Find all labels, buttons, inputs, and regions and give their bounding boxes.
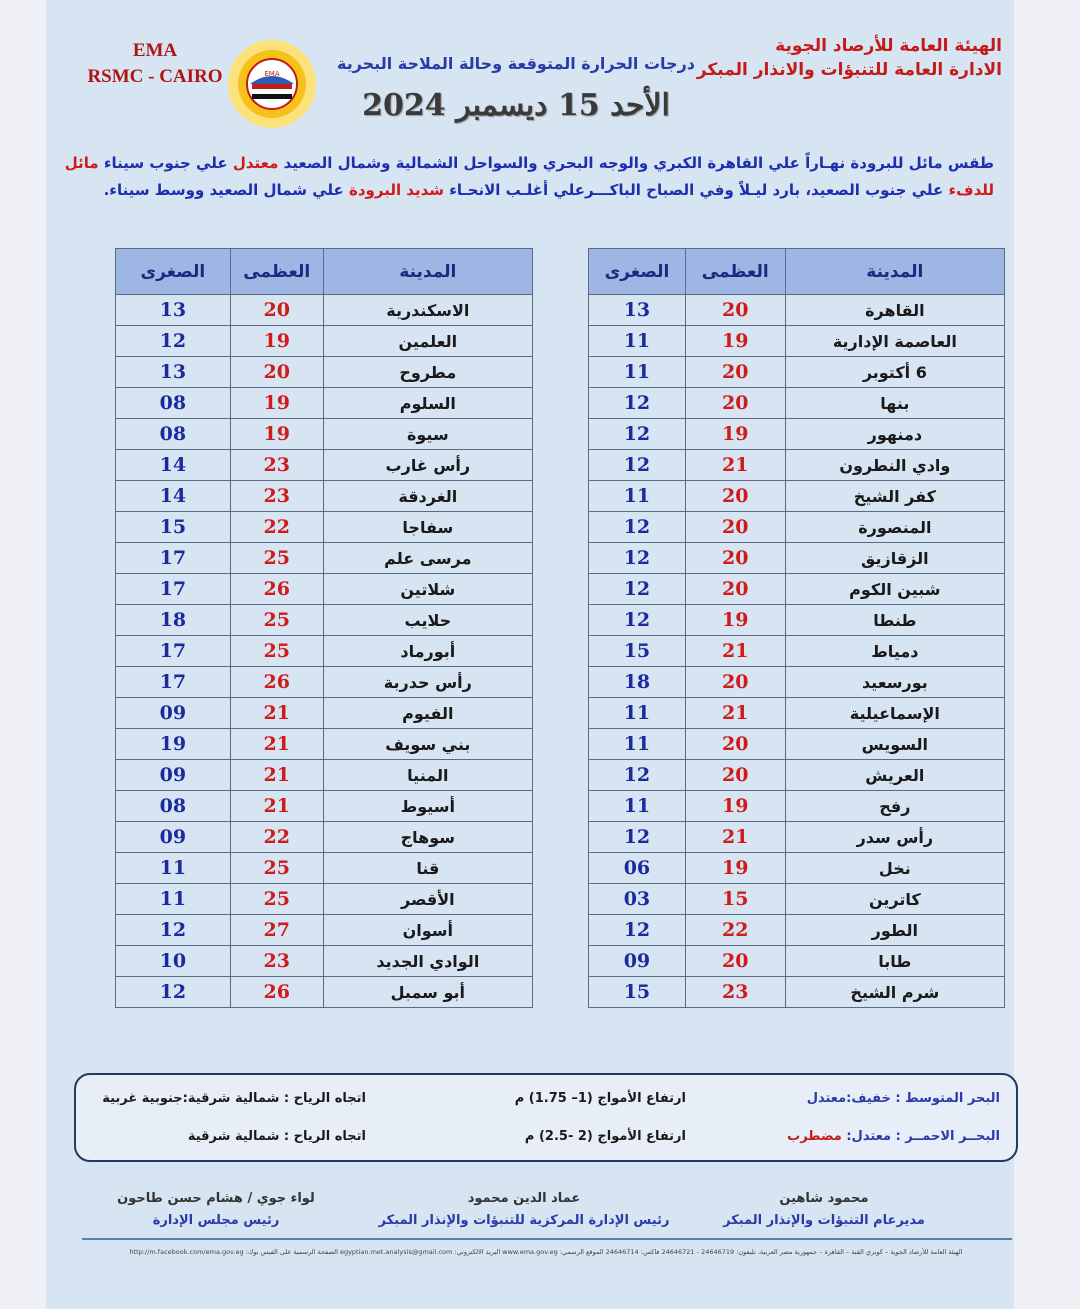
city-cell: بنها (785, 388, 1004, 419)
signature-name: عماد الدين محمود (467, 1191, 581, 1206)
city-cell: قنا (323, 853, 532, 884)
min-temp-cell: 12 (116, 326, 231, 357)
min-temp-cell: 12 (589, 450, 686, 481)
min-temp-cell: 12 (589, 915, 686, 946)
table-row (116, 450, 533, 481)
forecast-text (64, 150, 994, 204)
min-temp-cell: 13 (116, 357, 231, 388)
table-row (589, 822, 1005, 853)
red-sea-label: البحــر الاحمــر : معتدل: (846, 1129, 1000, 1144)
table-row (589, 419, 1005, 450)
forecast-date: الأحد 15 ديسمبر 2024 (362, 88, 670, 123)
max-temp-cell: 20 (685, 481, 785, 512)
min-temp-cell: 11 (589, 357, 686, 388)
city-cell: العلمين (323, 326, 532, 357)
forecast-part: علي شمال الصعيد ووسط سيناء. (103, 181, 344, 199)
organization-name (697, 34, 1002, 82)
table-row (589, 450, 1005, 481)
city-cell: حلايب (323, 605, 532, 636)
table-row (589, 605, 1005, 636)
city-cell: أبو سمبل (323, 977, 532, 1008)
max-header: العظمى (230, 249, 323, 295)
table-row (589, 667, 1005, 698)
city-header: المدينة (785, 249, 1004, 295)
med-sea-waves: ارتفاع الأمواج (1– 1.75) م (514, 1091, 686, 1106)
table-row (589, 853, 1005, 884)
max-temp-cell: 26 (230, 977, 323, 1008)
min-temp-cell: 17 (116, 543, 231, 574)
med-sea-label: البحر المتوسط : (895, 1091, 1000, 1106)
min-temp-cell: 08 (116, 791, 231, 822)
table-row (116, 419, 533, 450)
min-temp-cell: 11 (589, 729, 686, 760)
min-temp-cell: 03 (589, 884, 686, 915)
city-cell: بني سويف (323, 729, 532, 760)
temperature-table-left (115, 248, 533, 1008)
table-row (589, 729, 1005, 760)
forecast-sheet (46, 0, 1014, 1309)
forecast-part: علي جنوب سيناء (103, 154, 228, 172)
max-temp-cell: 23 (230, 450, 323, 481)
table-row (589, 512, 1005, 543)
city-cell: كفر الشيخ (785, 481, 1004, 512)
city-cell: أبورماد (323, 636, 532, 667)
max-temp-cell: 20 (230, 295, 323, 326)
max-temp-cell: 19 (685, 605, 785, 636)
red-sea-wind: اتجاه الرياح : شمالية شرقية (187, 1129, 366, 1144)
min-header: الصغرى (589, 249, 686, 295)
city-cell: السلوم (323, 388, 532, 419)
max-temp-cell: 25 (230, 853, 323, 884)
table-row (589, 295, 1005, 326)
min-temp-cell: 12 (589, 419, 686, 450)
city-cell: العاصمة الإدارية (785, 326, 1004, 357)
city-cell: دمنهور (785, 419, 1004, 450)
max-temp-cell: 21 (685, 450, 785, 481)
min-temp-cell: 11 (589, 326, 686, 357)
min-temp-cell: 11 (116, 853, 231, 884)
max-temp-cell: 20 (685, 574, 785, 605)
city-cell: 6 أكتوبر (785, 357, 1004, 388)
min-temp-cell: 17 (116, 667, 231, 698)
signature-1 (694, 1188, 954, 1232)
footer-divider (82, 1238, 1012, 1240)
signature-title: مديرعام التنبؤات والإنذار المبكر (723, 1213, 925, 1228)
city-cell: رأس سدر (785, 822, 1004, 853)
forecast-highlight: معتدل (232, 154, 279, 172)
max-temp-cell: 21 (230, 791, 323, 822)
city-cell: كاترين (785, 884, 1004, 915)
max-temp-cell: 20 (685, 760, 785, 791)
table-row (589, 915, 1005, 946)
max-temp-cell: 20 (685, 729, 785, 760)
city-cell: العريش (785, 760, 1004, 791)
min-temp-cell: 17 (116, 636, 231, 667)
table-row (116, 791, 533, 822)
max-temp-cell: 19 (685, 791, 785, 822)
city-cell: بورسعيد (785, 667, 1004, 698)
min-temp-cell: 12 (589, 512, 686, 543)
signature-title: رئيس مجلس الإدارة (152, 1213, 280, 1228)
city-cell: رأس غارب (323, 450, 532, 481)
ema-sun-logo-icon (226, 38, 318, 130)
max-temp-cell: 20 (685, 667, 785, 698)
max-temp-cell: 20 (685, 946, 785, 977)
min-temp-cell: 12 (589, 388, 686, 419)
forecast-highlight: شديد البرودة (348, 181, 445, 199)
max-temp-cell: 22 (685, 915, 785, 946)
min-temp-cell: 12 (589, 543, 686, 574)
min-temp-cell: 18 (116, 605, 231, 636)
city-cell: الفيوم (323, 698, 532, 729)
max-temp-cell: 21 (685, 822, 785, 853)
max-temp-cell: 25 (230, 543, 323, 574)
table-row (116, 326, 533, 357)
city-cell: سيوة (323, 419, 532, 450)
table-row (116, 605, 533, 636)
red-sea-waves: ارتفاع الأمواج (2 -2.5) م (524, 1129, 686, 1144)
table-row (589, 357, 1005, 388)
max-temp-cell: 25 (230, 605, 323, 636)
table-row (116, 853, 533, 884)
table-row (116, 760, 533, 791)
min-temp-cell: 06 (589, 853, 686, 884)
table-row (116, 667, 533, 698)
table-row (589, 791, 1005, 822)
table-row (116, 698, 533, 729)
signature-2 (374, 1188, 674, 1232)
table-row (589, 574, 1005, 605)
table-row (589, 698, 1005, 729)
min-temp-cell: 14 (116, 481, 231, 512)
ema-label (80, 38, 230, 90)
max-temp-cell: 19 (685, 853, 785, 884)
min-temp-cell: 09 (116, 760, 231, 791)
city-cell: شلاتين (323, 574, 532, 605)
max-temp-cell: 19 (685, 419, 785, 450)
min-temp-cell: 19 (116, 729, 231, 760)
city-cell: رفح (785, 791, 1004, 822)
min-temp-cell: 15 (116, 512, 231, 543)
city-cell: سفاجا (323, 512, 532, 543)
city-cell: نخل (785, 853, 1004, 884)
min-temp-cell: 09 (116, 822, 231, 853)
max-temp-cell: 20 (685, 357, 785, 388)
table-row (589, 977, 1005, 1008)
city-cell: شرم الشيخ (785, 977, 1004, 1008)
med-sea-state: خفيف:معتدل (806, 1091, 891, 1106)
table-row (116, 357, 533, 388)
city-cell: مطروح (323, 357, 532, 388)
city-cell: الزقازيق (785, 543, 1004, 574)
table-row (116, 543, 533, 574)
min-temp-cell: 11 (589, 698, 686, 729)
min-temp-cell: 09 (116, 698, 231, 729)
max-temp-cell: 19 (230, 419, 323, 450)
city-cell: الأقصر (323, 884, 532, 915)
max-temp-cell: 15 (685, 884, 785, 915)
table-row (116, 574, 533, 605)
max-temp-cell: 21 (230, 729, 323, 760)
city-cell: المنيا (323, 760, 532, 791)
min-temp-cell: 13 (116, 295, 231, 326)
signature-3 (96, 1188, 336, 1232)
city-cell: الغردقة (323, 481, 532, 512)
table-row (116, 636, 533, 667)
city-cell: السويس (785, 729, 1004, 760)
min-temp-cell: 11 (116, 884, 231, 915)
forecast-part: علي جنوب الصعيد، بارد ليـلاً وفي الصباح الباكـــرعلي أغلـب الانحـاء (449, 181, 944, 199)
forecast-highlight: مائل للدفء (64, 154, 994, 199)
max-temp-cell: 23 (230, 946, 323, 977)
city-cell: سوهاج (323, 822, 532, 853)
table-row (589, 388, 1005, 419)
max-temp-cell: 20 (685, 512, 785, 543)
table-row (116, 822, 533, 853)
city-cell: مرسى علم (323, 543, 532, 574)
max-temp-cell: 22 (230, 822, 323, 853)
min-header: الصغرى (116, 249, 231, 295)
table-row (116, 977, 533, 1008)
red-sea-state: مضطرب (787, 1129, 842, 1144)
city-cell: طابا (785, 946, 1004, 977)
min-temp-cell: 13 (589, 295, 686, 326)
min-temp-cell: 12 (116, 915, 231, 946)
max-temp-cell: 26 (230, 574, 323, 605)
min-temp-cell: 12 (589, 822, 686, 853)
city-cell: الإسماعيلية (785, 698, 1004, 729)
city-cell: القاهرة (785, 295, 1004, 326)
city-cell: المنصورة (785, 512, 1004, 543)
city-cell: دمياط (785, 636, 1004, 667)
city-cell: الوادي الجديد (323, 946, 532, 977)
max-temp-cell: 21 (230, 698, 323, 729)
min-temp-cell: 08 (116, 419, 231, 450)
org-line-1: الهيئة العامة للأرصاد الجوية (775, 36, 1002, 56)
table-row (589, 884, 1005, 915)
min-temp-cell: 10 (116, 946, 231, 977)
city-cell: وادي النطرون (785, 450, 1004, 481)
max-temp-cell: 19 (230, 326, 323, 357)
max-temp-cell: 21 (685, 698, 785, 729)
min-temp-cell: 15 (589, 977, 686, 1008)
min-temp-cell: 08 (116, 388, 231, 419)
table-row (589, 946, 1005, 977)
min-temp-cell: 12 (589, 574, 686, 605)
max-temp-cell: 20 (230, 357, 323, 388)
table-row (116, 729, 533, 760)
page-heading: درجات الحرارة المتوقعة وحالة الملاحة البحرية (336, 54, 695, 73)
table-row (116, 946, 533, 977)
max-temp-cell: 20 (685, 295, 785, 326)
min-temp-cell: 11 (589, 481, 686, 512)
svg-text:EMA: EMA (264, 70, 280, 78)
red-sea-row (76, 1129, 1016, 1153)
max-temp-cell: 22 (230, 512, 323, 543)
max-temp-cell: 26 (230, 667, 323, 698)
max-temp-cell: 23 (230, 481, 323, 512)
table-row (589, 543, 1005, 574)
org-line-2: الادارة العامة للتنبؤات والانذار المبكر (696, 60, 1002, 80)
table-row (589, 326, 1005, 357)
min-temp-cell: 14 (116, 450, 231, 481)
rsmc-text: RSMC - CAIRO (87, 66, 223, 87)
city-cell: رأس حدربة (323, 667, 532, 698)
forecast-part: طقس مائل للبرودة نهـاراً علي القاهرة الكبري والوجه البحري والسواحل الشمالية وشمال الصعيد (283, 154, 994, 172)
city-cell: أسوان (323, 915, 532, 946)
ema-text: EMA (132, 40, 178, 61)
table-row (116, 512, 533, 543)
max-temp-cell: 25 (230, 884, 323, 915)
min-temp-cell: 18 (589, 667, 686, 698)
max-temp-cell: 20 (685, 543, 785, 574)
sea-conditions-box (74, 1073, 1018, 1162)
city-cell: شبين الكوم (785, 574, 1004, 605)
city-header: المدينة (323, 249, 532, 295)
table-row (116, 884, 533, 915)
max-header: العظمى (685, 249, 785, 295)
med-sea-wind: اتجاه الرياح : شمالية شرقية:جنوبية غربية (102, 1091, 366, 1106)
table-row (116, 295, 533, 326)
max-temp-cell: 20 (685, 388, 785, 419)
table-row (589, 481, 1005, 512)
max-temp-cell: 23 (685, 977, 785, 1008)
max-temp-cell: 19 (230, 388, 323, 419)
med-sea-status (807, 1091, 1000, 1106)
signature-title: رئيس الإدارة المركزية للتنبؤات والإنذار المبكر (378, 1213, 670, 1228)
table-row (589, 760, 1005, 791)
max-temp-cell: 21 (685, 636, 785, 667)
city-cell: طنطا (785, 605, 1004, 636)
min-temp-cell: 09 (589, 946, 686, 977)
min-temp-cell: 17 (116, 574, 231, 605)
max-temp-cell: 21 (230, 760, 323, 791)
temperature-table-right (588, 248, 1005, 1008)
city-cell: الطور (785, 915, 1004, 946)
min-temp-cell: 12 (116, 977, 231, 1008)
min-temp-cell: 15 (589, 636, 686, 667)
table-row (116, 388, 533, 419)
min-temp-cell: 12 (589, 760, 686, 791)
city-cell: أسيوط (323, 791, 532, 822)
max-temp-cell: 25 (230, 636, 323, 667)
signature-name: لواء جوي / هشام حسن طاحون (117, 1191, 315, 1206)
footer-contact: الهيئة العامة للأرصاد الجوية – كوبري القبة – القاهرة – جمهورية مصر العربية، تليفون: 24646719 - 24646721 فاكس: 24646714 الموقع الرسمي: www.ema.gov.eg البريد الالكتروني: egyptian.met.analysis@gmail.com الصفحة الرسمية على الفيس بوك: http://m.facebook.com/ema.gov.eg (129, 1248, 963, 1256)
min-temp-cell: 12 (589, 605, 686, 636)
table-row (116, 481, 533, 512)
table-row (116, 915, 533, 946)
max-temp-cell: 27 (230, 915, 323, 946)
signature-name: محمود شاهين (779, 1191, 869, 1206)
table-row (589, 636, 1005, 667)
red-sea-status (787, 1129, 1000, 1144)
med-sea-row (76, 1091, 1016, 1115)
city-cell: الاسكندرية (323, 295, 532, 326)
max-temp-cell: 19 (685, 326, 785, 357)
min-temp-cell: 11 (589, 791, 686, 822)
